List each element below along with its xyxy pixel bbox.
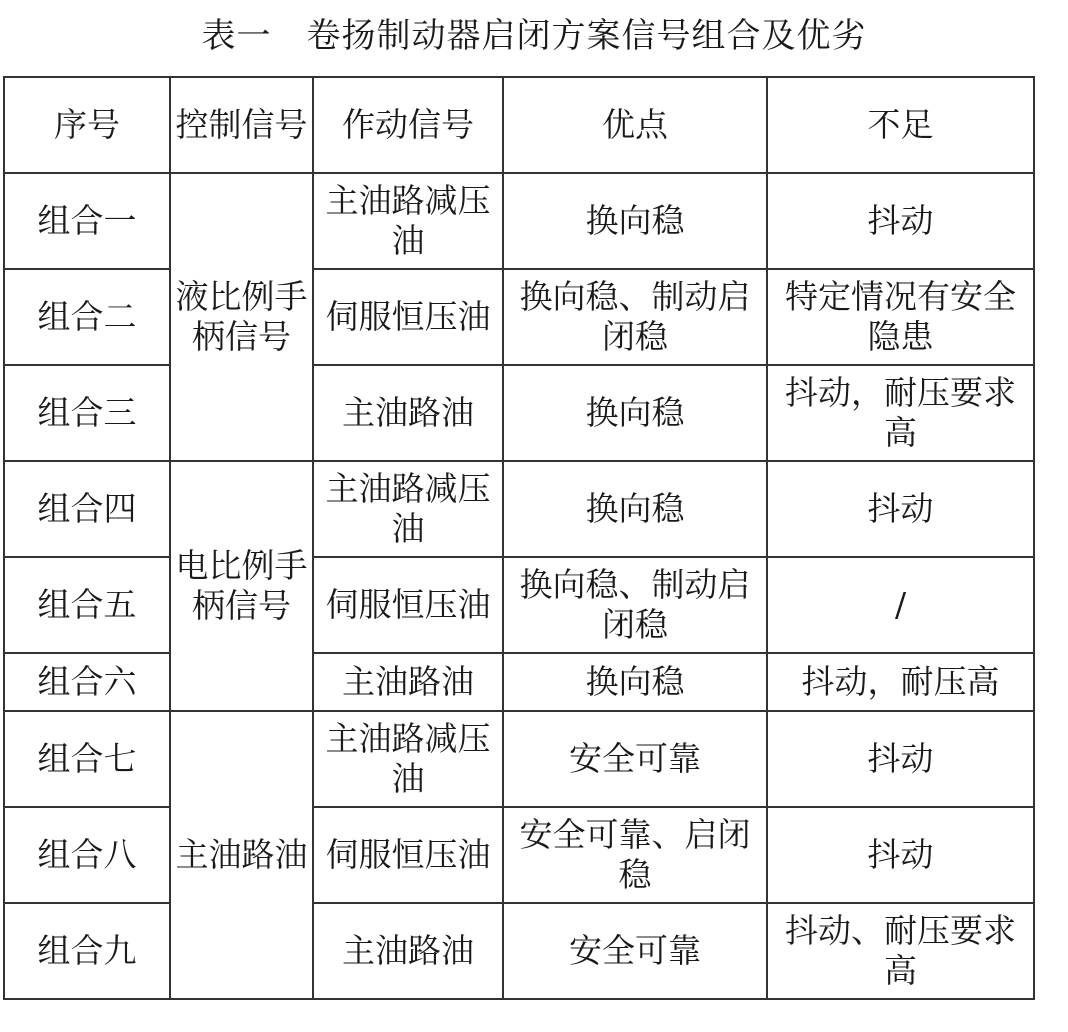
row-id: 组合七: [4, 711, 170, 807]
row-id: 组合四: [4, 461, 170, 557]
cons: 抖动: [767, 711, 1034, 807]
control-signal-group: 主油路油: [170, 711, 313, 999]
row-id: 组合二: [4, 269, 170, 365]
control-signal-group: 电比例手柄信号: [170, 461, 313, 711]
pros: 安全可靠、启闭稳: [503, 807, 767, 903]
cons: 特定情况有安全隐患: [767, 269, 1034, 365]
actuation-signal: 主油路减压油: [313, 173, 503, 269]
cons: 抖动，耐压高: [767, 653, 1034, 711]
pros: 换向稳、制动启闭稳: [503, 269, 767, 365]
header-cell-control-signal: 控制信号: [170, 77, 313, 173]
actuation-signal: 伺服恒压油: [313, 269, 503, 365]
actuation-signal: 伺服恒压油: [313, 557, 503, 653]
table-row: [4, 557, 1034, 653]
row-id: 组合六: [4, 653, 170, 711]
header-cell-pros: 优点: [503, 77, 767, 173]
row-id: 组合九: [4, 903, 170, 999]
cons: 抖动: [767, 807, 1034, 903]
table-row: [4, 711, 1034, 807]
actuation-signal: 主油路油: [313, 903, 503, 999]
cons: 抖动、耐压要求高: [767, 903, 1034, 999]
actuation-signal: 主油路油: [313, 365, 503, 461]
pros: 换向稳: [503, 173, 767, 269]
pros: 换向稳、制动启闭稳: [503, 557, 767, 653]
table-row: [4, 461, 1034, 557]
pros: 安全可靠: [503, 711, 767, 807]
header-row: [4, 77, 1034, 173]
table-caption: 表一 卷扬制动器启闭方案信号组合及优劣: [201, 16, 867, 56]
header-cell-index: 序号: [4, 77, 170, 173]
table-row: [4, 269, 1034, 365]
cons: 抖动，耐压要求高: [767, 365, 1034, 461]
cons: 抖动: [767, 173, 1034, 269]
actuation-signal: 主油路减压油: [313, 461, 503, 557]
actuation-signal: 伺服恒压油: [313, 807, 503, 903]
table-row: [4, 653, 1034, 711]
cons: 抖动: [767, 461, 1034, 557]
row-id: 组合五: [4, 557, 170, 653]
header-cell-cons: 不足: [767, 77, 1034, 173]
pros: 换向稳: [503, 461, 767, 557]
pros: 安全可靠: [503, 903, 767, 999]
table-row: [4, 173, 1034, 269]
signal-combination-table: [3, 76, 1035, 1000]
actuation-signal: 主油路减压油: [313, 711, 503, 807]
header-cell-actuation-signal: 作动信号: [313, 77, 503, 173]
row-id: 组合八: [4, 807, 170, 903]
control-signal-group: 液比例手柄信号: [170, 173, 313, 461]
pros: 换向稳: [503, 365, 767, 461]
pros: 换向稳: [503, 653, 767, 711]
cons: /: [767, 557, 1034, 653]
table-row: [4, 807, 1034, 903]
row-id: 组合三: [4, 365, 170, 461]
row-id: 组合一: [4, 173, 170, 269]
table-row: [4, 365, 1034, 461]
table-row: [4, 903, 1034, 999]
actuation-signal: 主油路油: [313, 653, 503, 711]
